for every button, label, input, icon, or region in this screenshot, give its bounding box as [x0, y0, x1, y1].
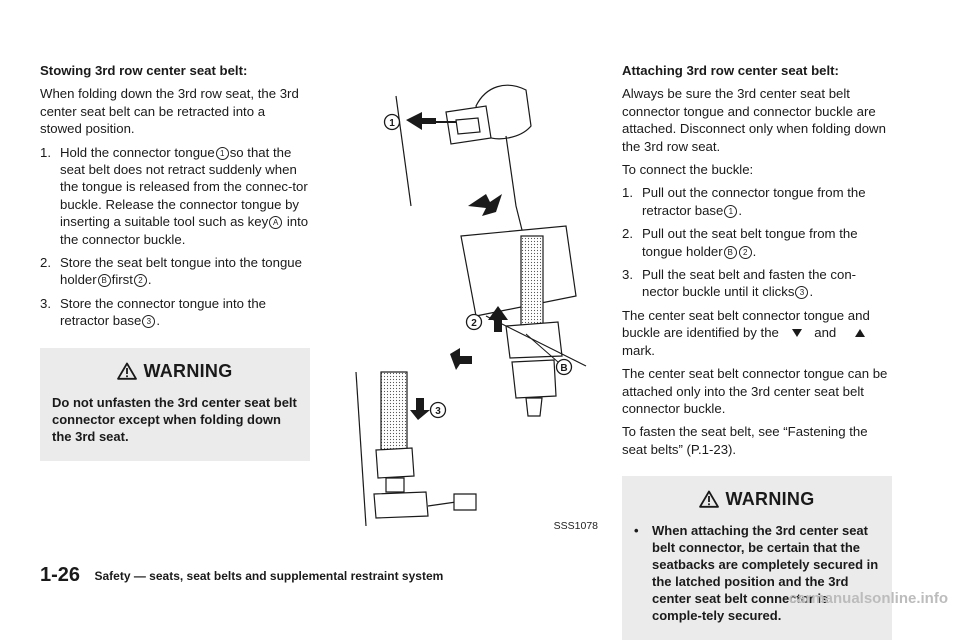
stowing-step-1: 1. Hold the connector tongue 1 so that the seat belt does not retract suddenly when the tongue is released from the connec-tor buckle. Release the connector tongue by inserting a suitable tool such as key A into the connector buckle. — [40, 144, 309, 247]
warning-title: WARNING — [634, 488, 880, 510]
warning-title: WARNING — [52, 360, 298, 382]
stowing-step-3: 3. Store the connector tongue into the retractor base 3 . — [40, 295, 267, 329]
stowing-step-2: 2. Store the seat belt tongue into the tongue holder B first 2 . — [40, 255, 302, 288]
attaching-heading: Attaching 3rd row center seat belt: — [622, 63, 839, 78]
attaching-p4: The center seat belt connector tongue can be attached only into the 3rd center seat belt connector buckle. — [622, 366, 888, 416]
arrow-down-right-icon — [450, 348, 472, 370]
callout-2-icon: 2 — [134, 274, 147, 287]
attaching-p1: Always be sure the 3rd center seat belt connector tongue and connector buckle are attached. Disconnect only when folding down the 3rd row seat. — [622, 86, 886, 154]
arrow-1-icon — [406, 112, 436, 130]
svg-text:2: 2 — [471, 318, 477, 329]
retractor-assembly — [356, 372, 476, 526]
attaching-steps — [622, 184, 892, 300]
svg-text:3: 3 — [435, 406, 441, 417]
attaching-step-2: 2. Pull out the seat belt tongue from the tongue holder B 2 . — [622, 226, 858, 259]
attaching-p5: To fasten the seat belt, see “Fastening the seat belts” (P.1-23). — [622, 424, 868, 457]
attaching-p2: To connect the buckle: — [622, 162, 754, 178]
warning-text-left: Do not unfasten the 3rd center seat belt connector except when folding down the 3rd seat. — [52, 394, 297, 444]
stowing-intro: When folding down the 3rd row seat, the 3rd center seat belt can be retracted into a stowed position. — [40, 86, 299, 137]
page-footer — [40, 564, 443, 587]
right-column — [622, 62, 892, 640]
attaching-p3: The center seat belt connector tongue and buckle are identified by the and mark. — [622, 307, 870, 358]
left-column — [40, 62, 310, 461]
attaching-step-3: 3. Pull the seat belt and fasten the con-nector buckle until it clicks 3 . — [622, 267, 857, 300]
callout-1-marker — [385, 115, 400, 130]
callout-3-icon: 3 — [795, 286, 808, 299]
figure-code: SSS1078 — [553, 520, 598, 532]
callout-1-icon: 1 — [216, 147, 229, 160]
page-number: 1-26 — [40, 564, 81, 586]
callout-b-icon: B — [724, 246, 737, 259]
warning-box-right — [622, 476, 892, 640]
callout-2-marker — [467, 315, 482, 330]
top-buckle-assembly — [396, 85, 531, 246]
callout-3-marker — [431, 403, 446, 418]
callout-2-icon: 2 — [739, 246, 752, 259]
callout-3-icon: 3 — [142, 315, 155, 328]
arrow-3-icon — [410, 398, 430, 420]
callout-a-icon: A — [269, 216, 282, 229]
warning-bullet-item: • When attaching the 3rd center seat belt connector, be certain that the seatbacks are completely secured in the latched position and the 3rd center seat belt connector is comple-tely secured. — [634, 523, 879, 624]
attaching-step-1: 1. Pull out the connector tongue from the retractor base 1 . — [622, 185, 866, 218]
stowing-steps — [40, 144, 310, 330]
stowing-heading: Stowing 3rd row center seat belt: — [40, 63, 248, 78]
arrow-down-left-icon — [468, 194, 502, 216]
seat-belt-illustration — [326, 66, 606, 542]
svg-text:B: B — [560, 363, 568, 374]
warning-triangle-icon — [117, 362, 137, 380]
warning-triangle-icon — [699, 490, 719, 508]
callout-b-icon: B — [98, 274, 111, 287]
triangle-down-mark-icon — [791, 328, 803, 338]
section-title: Safety — seats, seat belts and supplemental restraint system — [94, 569, 444, 583]
svg-text:1: 1 — [389, 118, 395, 129]
warning-text-right: When attaching the 3rd center seat belt connector, be certain that the seatbacks are completely secured in the latched position and the 3rd center seat belt connector is comple-tely secured. — [652, 523, 879, 624]
callout-1-icon: 1 — [724, 205, 737, 218]
triangle-up-mark-icon — [854, 328, 866, 338]
watermark: carmanualsonline.info — [788, 590, 948, 607]
warning-box-left — [40, 348, 310, 461]
seat-belt-diagram — [326, 66, 606, 542]
